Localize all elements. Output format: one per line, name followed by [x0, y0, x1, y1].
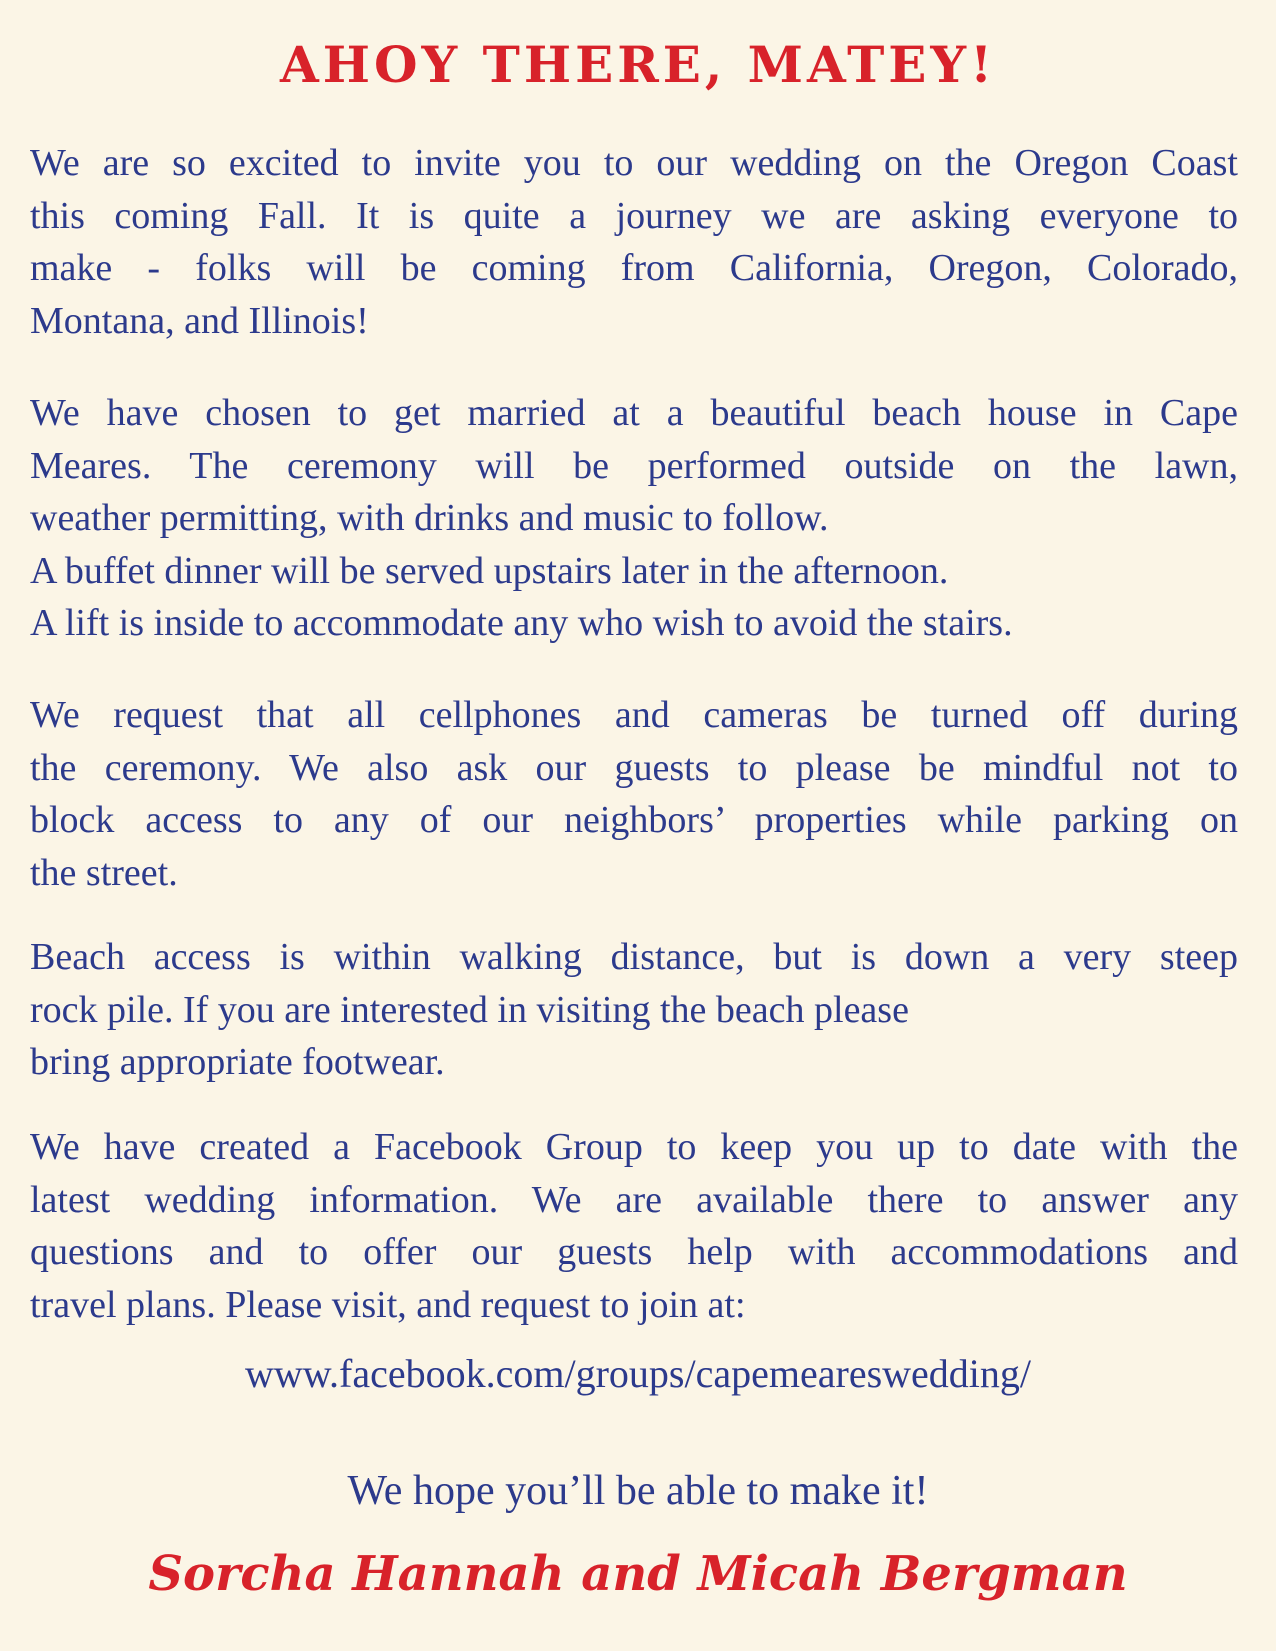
paragraph-line: Beach access is within walking distance, but is down a very steep: [30, 936, 1238, 978]
paragraph-line: Montana, and Illinois!: [30, 299, 369, 342]
paragraph-line: We have created a Facebook Group to keep you up to date with the: [30, 1126, 1238, 1168]
paragraph-line: We have chosen to get married at a beautiful beach house in Cape: [30, 392, 1238, 434]
paragraph-requests: [30, 689, 1238, 899]
paragraph-line: weather permitting, with drinks and music to follow.: [30, 497, 829, 539]
paragraph-line: questions and to offer our guests help with accommodations and: [30, 1231, 1238, 1273]
signature: Sorcha Hannah and Micah Bergman: [148, 1546, 1128, 1602]
heading-title: AHOY THERE, MATEY!: [279, 35, 997, 94]
paragraph-line: rock pile. If you are interested in visiting the beach please: [30, 988, 909, 1031]
closing-line: We hope you’ll be able to make it!: [347, 1468, 929, 1514]
paragraph-line: A buffet dinner will be served upstairs later in the afternoon.: [30, 549, 949, 592]
paragraph-venue: [30, 387, 1238, 650]
paragraph-line: travel plans. Please visit, and request to join at:: [30, 1283, 746, 1326]
paragraph-line: A lift is inside to accommodate any who wish to avoid the stairs.: [30, 602, 1013, 644]
paragraph-line: We are so excited to invite you to our wedding on the Oregon Coast: [30, 142, 1238, 184]
paragraph-line: latest wedding information. We are available there to answer any: [30, 1178, 1238, 1221]
paragraph-facebook-group: [30, 1121, 1238, 1331]
paragraph-line: We request that all cellphones and cameras be turned off during: [30, 694, 1238, 736]
paragraph-line: the ceremony. We also ask our guests to please be mindful not to: [30, 746, 1238, 789]
paragraph-beach-access: [30, 931, 1238, 1089]
facebook-group-link[interactable]: www.facebook.com/groups/capemeareswedding/: [244, 1351, 1031, 1396]
paragraph-line: this coming Fall. It is quite a journey we are asking everyone to: [30, 194, 1238, 237]
paragraph-line: bring appropriate footwear.: [30, 1041, 445, 1083]
paragraph-line: block access to any of our neighbors’ properties while parking on: [30, 799, 1238, 841]
paragraph-line: the street.: [30, 851, 178, 894]
paragraph-line: make - folks will be coming from California, Oregon, Colorado,: [30, 247, 1238, 289]
paragraph-invitation: [30, 137, 1238, 347]
paragraph-line: Meares. The ceremony will be performed outside on the lawn,: [30, 444, 1238, 487]
